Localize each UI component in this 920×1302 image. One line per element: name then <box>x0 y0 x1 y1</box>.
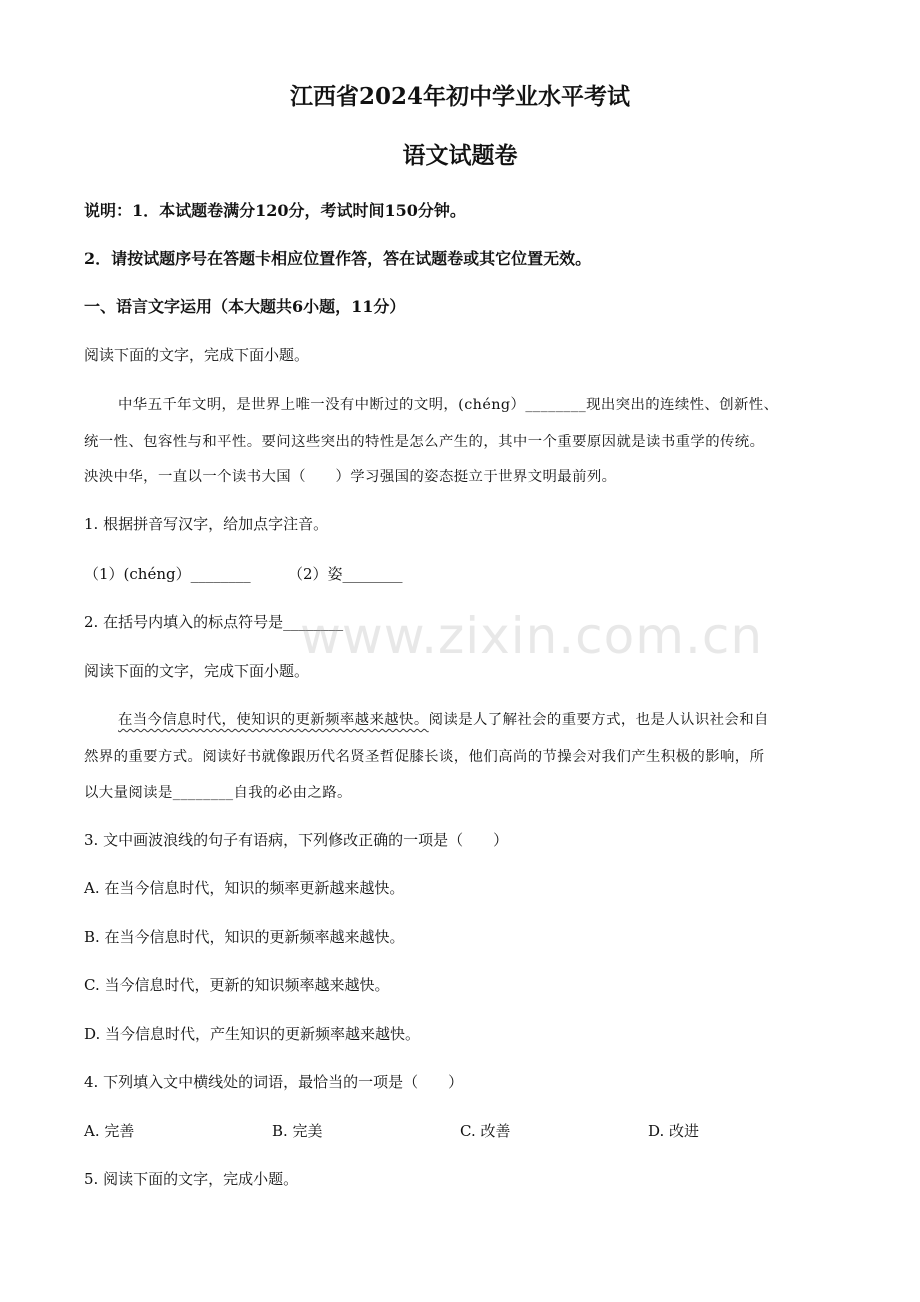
question-3-option-a: A. 在当今信息时代，知识的频率更新越来越快。 <box>84 879 405 897</box>
question-1-sub-2: （2）姿________ <box>288 565 403 583</box>
question-4-option-a: A. 完善 <box>84 1122 135 1140</box>
instruction-line-1: 说明：1．本试题卷满分120分，考试时间150分钟。 <box>84 201 466 220</box>
passage-1-line-2: 统一性、包容性与和平性。要问这些突出的特性是怎么产生的，其中一个重要原因就是读书重学的传统。 <box>84 434 765 450</box>
passage-2-line-1-rest: 阅读是人了解社会的重要方式，也是人认识社会和自 <box>428 712 769 728</box>
passage-2-line-1 <box>118 710 769 730</box>
question-1-sub-1: （1）(chéng）________ <box>84 565 251 583</box>
passage-2-line-2: 然界的重要方式。阅读好书就像跟历代名贤圣哲促膝长谈，他们高尚的节操会对我们产生积极的影响，所 <box>84 749 765 765</box>
question-2: 2. 在括号内填入的标点符号是________ <box>84 613 344 631</box>
reading-prompt-2: 阅读下面的文字，完成下面小题。 <box>84 662 310 680</box>
passage-2-line-3: 以大量阅读是________自我的必由之路。 <box>84 785 352 801</box>
question-3-option-c: C. 当今信息时代，更新的知识频率越来越快。 <box>84 976 390 994</box>
instruction-line-2: 2．请按试题序号在答题卡相应位置作答，答在试题卷或其它位置无效。 <box>84 249 592 268</box>
question-3-option-d: D. 当今信息时代，产生知识的更新频率越来越快。 <box>84 1025 421 1043</box>
question-3-option-b: B. 在当今信息时代，知识的更新频率越来越快。 <box>84 928 405 946</box>
passage-1-line-3: 泱泱中华，一直以一个读书大国（ ）学习强国的姿态挺立于世界文明最前列。 <box>84 469 617 485</box>
section-heading: 一、语言文字运用（本大题共6小题，11分） <box>84 297 406 316</box>
question-4-option-c: C. 改善 <box>460 1122 511 1140</box>
question-3: 3. 文中画波浪线的句子有语病，下列修改正确的一项是（ ） <box>84 831 509 849</box>
watermark: www.zixin.com.cn <box>300 607 764 665</box>
passage-1-line-1: 中华五千年文明，是世界上唯一没有中断过的文明，(chéng）________现出突出的连续性、创新性、 <box>118 397 779 413</box>
question-1: 1. 根据拼音写汉字，给加点字注音。 <box>84 515 329 533</box>
wavy-underlined-sentence: 在当今信息时代，使知识的更新频率越来越快。 <box>118 712 429 728</box>
question-5: 5. 阅读下面的文字，完成小题。 <box>84 1170 299 1188</box>
exam-subtitle: 语文试题卷 <box>402 142 518 169</box>
reading-prompt-1: 阅读下面的文字，完成下面小题。 <box>84 346 310 364</box>
exam-title: 江西省2024年初中学业水平考试 <box>289 83 630 110</box>
question-4: 4. 下列填入文中横线处的词语，最恰当的一项是（ ） <box>84 1073 464 1091</box>
question-4-option-d: D. 改进 <box>648 1122 700 1140</box>
question-4-option-b: B. 完美 <box>272 1122 323 1140</box>
